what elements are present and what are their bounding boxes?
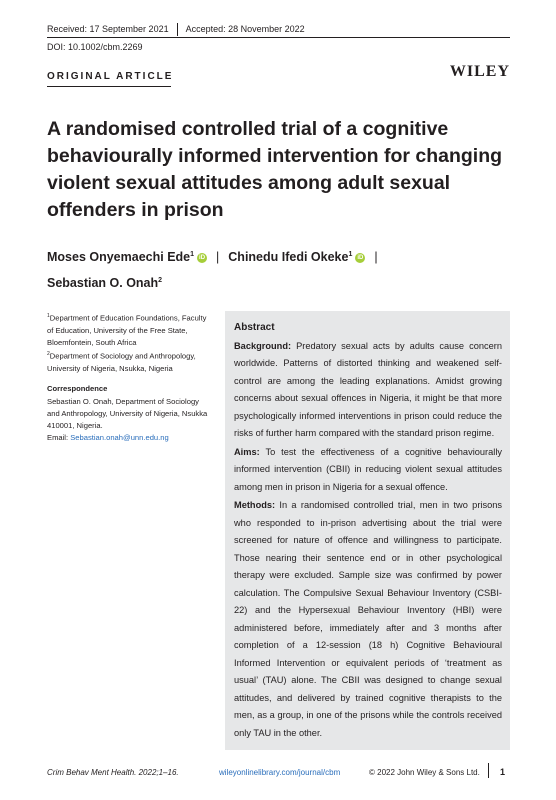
- author-separator: |: [216, 250, 220, 265]
- correspondence-address: Sebastian O. Onah, Department of Sociology and Anthropology, University of Nigeria, Nsukka 410001, Nigeria.: [47, 397, 208, 430]
- section-underline: [47, 86, 171, 87]
- abstract-box: [225, 311, 510, 750]
- methods-label: Methods:: [234, 500, 276, 510]
- background-label: Background:: [234, 340, 292, 351]
- journal-url-link[interactable]: wileyonlinelibrary.com/journal/cbm: [219, 768, 341, 777]
- affiliation-number: 2: [47, 351, 50, 357]
- received-date: Received: 17 September 2021: [47, 23, 169, 34]
- author-separator: |: [374, 250, 378, 265]
- publisher-logo: WILEY: [449, 63, 510, 80]
- abstract-heading: Abstract: [234, 322, 275, 333]
- abstract-aims: [234, 444, 502, 497]
- email-label: Email:: [47, 433, 71, 442]
- page-number: 1: [500, 767, 506, 777]
- abstract-methods: [234, 497, 502, 742]
- author-affiliation-mark: 1: [348, 251, 353, 258]
- orcid-icon[interactable]: iD: [357, 254, 364, 261]
- author-name[interactable]: Chinedu Ifedi Okeke: [228, 250, 349, 265]
- affiliation-text: Department of Education Foundations, Faculty of Education, University of the Free State, Bloemfontein, South Africa: [47, 313, 207, 347]
- affiliation: [47, 348, 212, 375]
- author-name[interactable]: Moses Onyemaechi Ede: [47, 250, 191, 265]
- methods-text: In a randomised controlled trial, men in two prisons who responded to in-prison advertising about the trial were screened for nature of offence and willingness to participate. Those nearing their sentence end or in other psychological therapy were excluded. Sample size was confirmed by power calculation. The Compulsive Sexual Behaviour Inventory (CSBI-22) and the Hypersexual Behaviour Inventory (HBI) were administered before, immediately after and 3 months after completion of a 12-session (18 h) Cognitive Behavioural Informed Intervention or equivalent periods of ‘treatment as usual’ (TAU) alone. The CBII was designed to change sexual attitudes, and delivered by trained cognitive therapists to the men, as a group, in one of the prisons while the controls received only TAU in the other.: [234, 500, 502, 738]
- dates-divider: [177, 23, 178, 36]
- affiliation: [47, 310, 212, 349]
- header-rule: [47, 37, 510, 38]
- journal-citation: Crim Behav Ment Health. 2022;1–16.: [47, 768, 179, 777]
- background-text: Predatory sexual acts by adults cause concern worldwide. Patterns of distorted thinking and weakened self-control are among the leading explanations. Amidst growing concerns about sexual offences in Nigeria, it might be that more psychologically informed interventions in prison could reduce the risks of further harm compared with the standard prison regime.: [234, 340, 502, 438]
- doi: DOI: 10.1002/cbm.2269: [47, 42, 143, 52]
- article-section-label: ORIGINAL ARTICLE: [47, 71, 174, 82]
- affiliation-text: Department of Sociology and Anthropology, University of Nigeria, Nsukka, Nigeria: [47, 351, 196, 373]
- correspondence-details: [47, 396, 212, 444]
- correspondence-heading: Correspondence: [47, 384, 108, 393]
- copyright: © 2022 John Wiley & Sons Ltd.: [369, 768, 480, 777]
- accepted-date: Accepted: 28 November 2022: [185, 23, 305, 34]
- email-link[interactable]: Sebastian.onah@unn.edu.ng: [70, 433, 169, 442]
- orcid-icon[interactable]: iD: [199, 254, 206, 261]
- author-affiliation-mark: 1: [190, 251, 195, 258]
- aims-label: Aims:: [234, 446, 260, 457]
- affiliation-number: 1: [47, 313, 50, 319]
- aims-text: To test the effectiveness of a cognitive behaviourally informed intervention (CBII) in reducing violent sexual attitudes among men in prison in Nigeria for a sexual offence.: [234, 446, 502, 492]
- author-list: [47, 243, 517, 295]
- author-affiliation-mark: 2: [158, 277, 163, 285]
- footer-divider: [488, 763, 489, 778]
- abstract-background: [234, 338, 502, 443]
- publication-dates: [47, 23, 305, 36]
- article-title: A randomised controlled trial of a cognitive behaviourally informed intervention for changing violent sexual attitudes among adult sexual offenders in prison: [47, 118, 503, 221]
- author-name[interactable]: Sebastian O. Onah: [47, 276, 159, 291]
